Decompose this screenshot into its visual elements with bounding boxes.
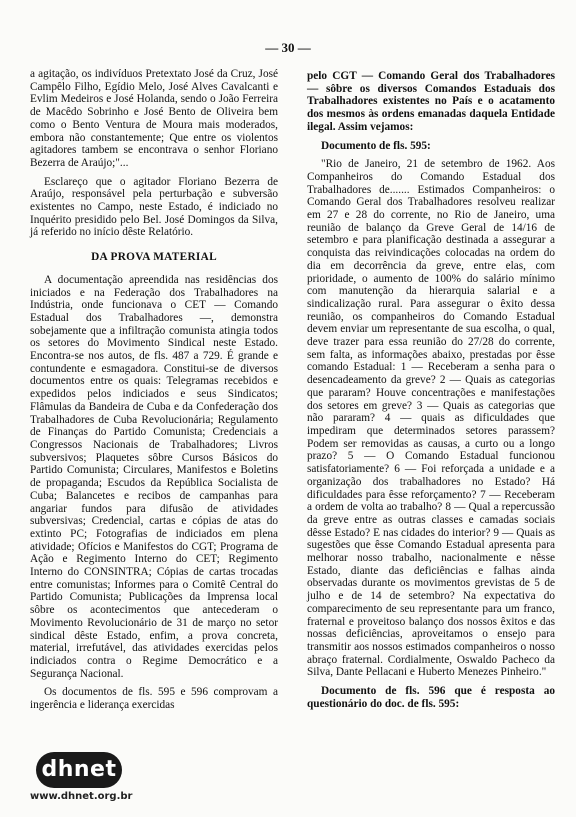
logo-mark: dhnet [36,752,122,788]
paragraph-cgt: pelo CGT — Comando Geral dos Trabalhadores — sôbre os diversos Comandos Estaduais dos Trabalhadores existentes no País e o acatamento dos mesmos às ordens emanadas daquela Entidade ilegal. Assim vejamos: [307,70,555,133]
left-column [30,68,278,718]
section-heading: DA PROVA MATERIAL [91,251,217,264]
paragraph-agitators: a agitação, os indivíduos Pretextato José da Cruz, José Campêlo Filho, Egídio Melo, José Alves Cavalcanti e Evlim Medeiros e José Holanda, sendo o João Ferreira de Macêdo Sobrinho e José Bento de Oliveira bem como o Bento Ventura de Moura mais moderados, embora não constantemente; Que entre os violentos agitadores tambem se encontrava o senhor Floriano Bezerra de Araújo;"... [30,68,278,169]
right-column [307,70,555,716]
paragraph-floriano: Esclareço que o agitador Floriano Bezerra de Araújo, responsável pela perturbação e subversão existentes no Campo, neste Estado, é indiciado no Inquérito presidido pelo Bel. José Domingos da Silva, já referido no início dêste Relatório. [30,175,278,239]
paragraph-documents-595-596: Os documentos de fls. 595 e 596 comprovam a ingerência e liderança exercidas [30,686,278,712]
document-595-text: "Rio de Janeiro, 21 de setembro de 1962. Aos Companheiros do Comando Estadual dos Trabalhadores de....... Estimados Companheiros: o Comando Geral dos Trabalhadores resolveu realizar em 27 e 28 do corrente, no Rio de Janeiro, uma reunião de balanço da Greve Geral de 14/16 de setembro e para planificação destinada a assegurar a conquista das reivindicações colocadas na ordem do dia em decorrência da greve, entre elas, com prioridade, o aumento de 100% do salário mínimo com manutenção da hierarquia salarial e a sindicalização rural. Para assegurar o êxito dessa reunião, os companheiros do Comando Estadual devem enviar um representante de sua escolha, o qual, deve trazer para essa reunião do 27/28 do corrente, sem falta, as informações abaixo, prestadas por êsse comando Estadual: 1 — Receberam a senha para o desencadeamento da greve? 2 — Quais as categorias que pararam? Houve concentrações e manifestações dos setores em greve? 3 — Quais as categorias que não pararam? 4 — quais as dificuldades que impediram que determinados setores parassem? Podem ser removidas as causas, a curto ou a longo prazo? 5 — O Comando Estadual funcionou satisfatoriamente? 6 — Foi reforçada a unidade e a organização dos trabalhadores no Estado? Há dificuldades para êsse reforçamento? 7 — Receberam a ordem de volta ao trabalho? 8 — Qual a repercussão da greve entre as outras classes e camadas sociais dêsse Estado? E nas cidades do interior? 9 — Quais as sugestões que êsse Comando Estadual apresenta para melhorar nosso trabalho, nacionalmente e nêsse Estado, diante das deficiências e falhas ainda observadas durante os movimentos grevistas de 5 de julho e de 14 de setembro? Na expectativa do comparecimento de seu representante para um franco, fraternal e proveitoso balanço dos nossos êxitos e das nossas deficiências, aproveitamos o ensejo para transmitir aos nossos estimados companheiros o nosso abraço fraternal. Cordialmente, Oswaldo Pacheco da Silva, Dante Pellacani e Huberto Menezes Pinheiro." [307,158,555,679]
paragraph-documentation: A documentação apreendida nas residências dos iniciados e na Federação dos Trabalhadores na Indústria, onde funcionava o CET — Comando Estadual dos Trabalhadores —, demonstra sobejamente que a infiltração comunista atingia todos os setores do Movimento Sindical neste Estado. Encontra-se nos autos, de fls. 487 a 729. É grande e contundente e esmagadora. Constitui-se de diversos documentos entre os quais: Telegramas recebidos e expedidos pelos indiciados e seus Sindicatos; Flâmulas da Bandeira de Cuba e da Confederação dos Trabalhadores de Cuba Revolucionária; Regulamento de Finanças do Partido Comunista; Credenciais a Congressos Nacionais de Trabalhadores; Livros subversivos; Plaquetes sôbre Cursos Básicos do Partido Comunista; Circulares, Manifestos e Boletins de propaganda; Escudos da República Socialista de Cuba; Balancetes e recibos de campanhas para angariar fundos para difusão de atividades subversivas; Credencial, cartas e cópias de atas do extinto PC; Fotografias de indiciados em plena atividade; Ofícios e Manifestos do CGT; Programa de Ação e Regimento Interno do CET; Regimento Interno do CONSINTRA; Cópias de cartas trocadas entre comunistas; Informes para o Comitê Central do Partido Comunista; Publicações da Imprensa local sôbre os acontecimentos que antecederam o Movimento Revolucionário de 31 de março no setor sindical dêste Estado, enfim, a prova concreta, material, irrefutável, das atividades exercidas pelos indiciados contra o Regime Democrático e a Segurança Nacional. [30,273,278,680]
dhnet-logo[interactable] [30,752,140,808]
document-595-heading: Documento de fls. 595: [321,139,431,152]
page-number: — 30 — [265,40,311,55]
document-596-heading: Documento de fls. 596 que é resposta ao questionário do doc. de fls. 595: [307,685,555,710]
logo-url: www.dhnet.org.br [30,791,133,802]
